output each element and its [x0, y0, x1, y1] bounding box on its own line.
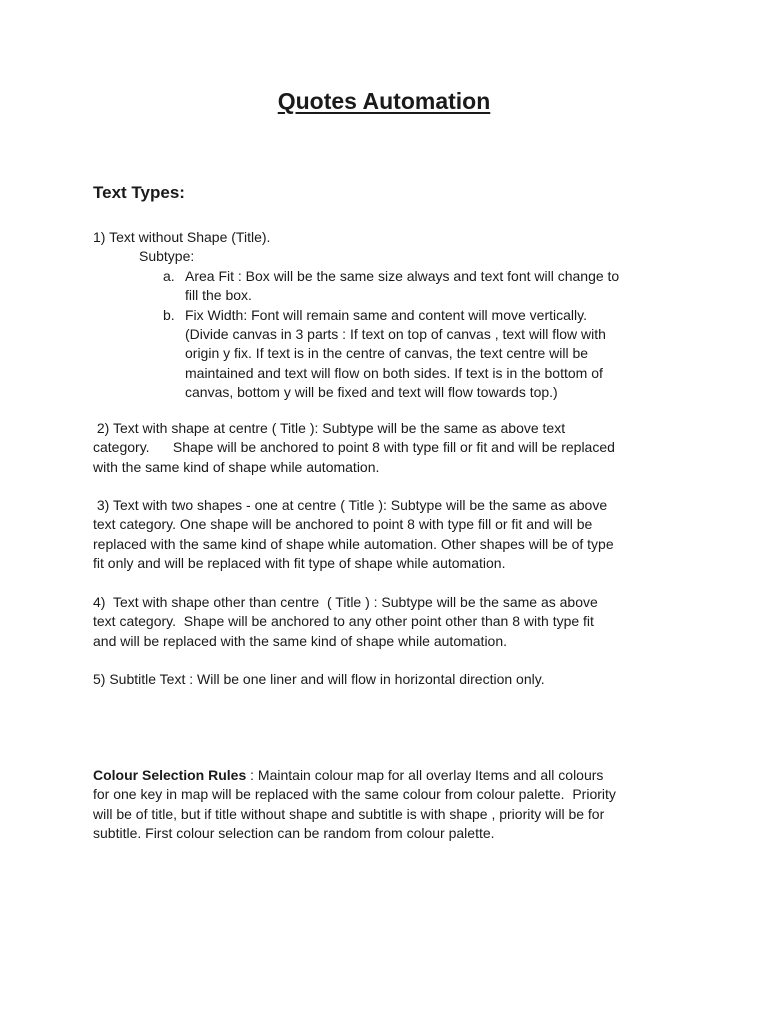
paragraph-line: with the same kind of shape while automation.	[93, 458, 380, 475]
subtype-line: fill the box.	[185, 287, 252, 304]
document-title: Quotes Automation	[277, 88, 491, 114]
subtype-line: Area Fit : Box will be the same size always and text font will change to	[185, 267, 620, 284]
subtype-line: origin y fix. If text is in the centre of canvas, the text centre will be	[185, 345, 589, 362]
paragraph-line: will be of title, but if title without shape and subtitle is with shape , priority will be for	[93, 805, 605, 822]
subtype-item-fix-width	[93, 306, 683, 403]
text-type-item-5	[93, 670, 683, 689]
paragraph-line: subtitle. First colour selection can be random from colour palette.	[93, 825, 495, 842]
item-1-text: 1) Text without Shape (Title).	[93, 229, 271, 245]
subtype-item-area-fit	[93, 267, 683, 306]
subtype-line: (Divide canvas in 3 parts : If text on top of canvas , text will flow with	[185, 326, 606, 343]
text-type-item-4	[93, 593, 683, 651]
paragraph-line: 4) Text with shape other than centre ( Title ) : Subtype will be the same as above	[93, 594, 598, 610]
paragraph-line: 2) Text with shape at centre ( Title ): Subtype will be the same as above text	[93, 420, 566, 436]
paragraph-line: text category. One shape will be anchored to point 8 with type fill or fit and will be	[93, 516, 593, 533]
list-marker: a.	[163, 267, 175, 284]
text-type-item-2	[93, 419, 683, 477]
rules-label: Colour Selection Rules	[93, 767, 247, 783]
text-type-item-1	[93, 228, 683, 403]
subtype-line: Fix Width: Font will remain same and content will move vertically.	[185, 306, 587, 323]
subtype-line: canvas, bottom y will be fixed and text will flow towards top.)	[185, 384, 558, 401]
colour-selection-rules	[93, 766, 683, 844]
paragraph-line: and will be replaced with the same kind of shape while automation.	[93, 632, 508, 649]
list-marker: b.	[163, 306, 175, 323]
paragraph-line: fit only and will be replaced with fit type of shape while automation.	[93, 555, 506, 572]
paragraph-line: replaced with the same kind of shape while automation. Other shapes will be of type	[93, 535, 614, 552]
subtype-label: Subtype:	[139, 248, 195, 265]
paragraph-line: 5) Subtitle Text : Will be one liner and will flow in horizontal direction only.	[93, 671, 545, 687]
paragraph-line: category. Shape will be anchored to point 8 with type fill or fit and will be replaced	[93, 439, 615, 456]
rules-first-line	[93, 766, 683, 785]
section-heading-text-types: Text Types:	[93, 183, 185, 202]
paragraph-line: for one key in map will be replaced with the same colour from colour palette. Priority	[93, 786, 616, 803]
text-type-item-3	[93, 496, 683, 574]
subtype-line: maintained and text will flow on both sides. If text is in the bottom of	[185, 364, 603, 381]
rules-first-line-text: : Maintain colour map for all overlay Items and all colours	[246, 767, 604, 783]
paragraph-line: 3) Text with two shapes - one at centre ( Title ): Subtype will be the same as above	[93, 497, 608, 513]
paragraph-line: text category. Shape will be anchored to any other point other than 8 with type fit	[93, 613, 594, 630]
